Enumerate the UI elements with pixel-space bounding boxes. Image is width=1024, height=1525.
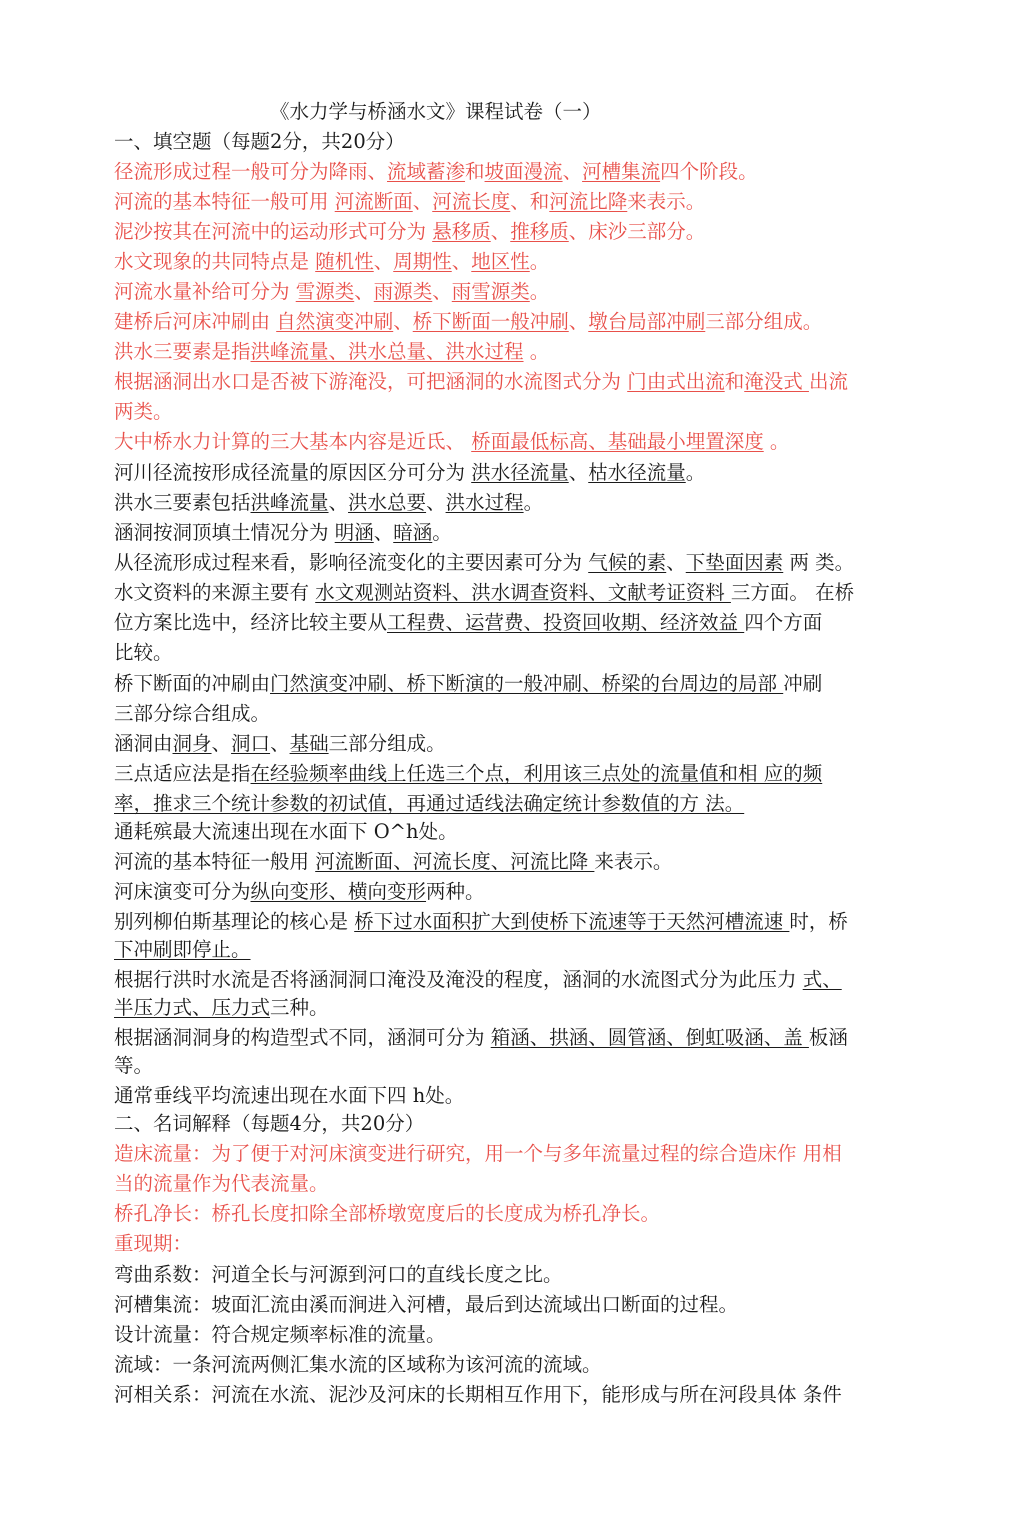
question-text: 。 bbox=[685, 461, 706, 484]
question-text: 、 bbox=[568, 461, 589, 484]
definition-line bbox=[114, 1382, 842, 1408]
question-line bbox=[114, 460, 705, 486]
answer-blank: 率，推求三个统计参数的初试值，再通过适线法确定统计参数值的方 法。 bbox=[114, 792, 745, 815]
question-text: 、 bbox=[270, 732, 290, 755]
question-text: 河相关系：河流在水流、泥沙及河床的长期相互作用下，能形成与所在河段具体 条件 bbox=[114, 1383, 842, 1406]
question-line bbox=[114, 520, 452, 546]
answer-blank: 洪峰流量 bbox=[250, 491, 329, 514]
question-text: 、 bbox=[354, 280, 374, 303]
question-text: 、 bbox=[412, 190, 433, 213]
question-line bbox=[114, 731, 446, 757]
question-text: 弯曲系数：河道全长与河源到河口的直线长度之比。 bbox=[114, 1263, 563, 1286]
question-text: 设计流量：符合规定频率标准的流量。 bbox=[114, 1323, 446, 1346]
answer-blank: 自然演变冲刷 bbox=[276, 310, 394, 333]
answer-blank: 周期性 bbox=[393, 250, 452, 273]
answer-blank: 雨源类 bbox=[373, 280, 433, 303]
question-line bbox=[114, 967, 842, 993]
answer-blank: 墩台局部冲刷 bbox=[588, 310, 706, 333]
question-text: 来表示。 bbox=[627, 190, 706, 213]
definition-line bbox=[114, 1141, 842, 1167]
answer-blank: 纵向变形、横向变形 bbox=[250, 880, 427, 903]
answer-blank: 淹没式 bbox=[744, 370, 809, 393]
question-line bbox=[114, 819, 458, 845]
question-text: 两种。 bbox=[426, 880, 485, 903]
question-line bbox=[114, 701, 270, 727]
question-line bbox=[114, 671, 822, 697]
question-text: 三部分组成。 bbox=[705, 310, 823, 333]
question-text: 板涵 bbox=[808, 1026, 848, 1049]
question-line bbox=[114, 219, 705, 245]
answer-blank: 地区性 bbox=[471, 250, 530, 273]
question-line bbox=[114, 909, 848, 935]
question-line bbox=[114, 640, 173, 666]
question-text: 桥孔净长：桥孔长度扣除全部桥墩宽度后的长度成为桥孔净长。 bbox=[114, 1202, 661, 1225]
answer-blank: 洪水径流量 bbox=[471, 461, 569, 484]
answer-blank: 随机性 bbox=[315, 250, 374, 273]
question-line bbox=[114, 761, 822, 787]
answer-blank: 洪水总要 bbox=[348, 491, 427, 514]
answer-blank: 箱涵、拱涵、圆管涵、倒虹吸涵、盖 bbox=[490, 1026, 809, 1049]
answer-blank: 洪水过程 bbox=[445, 491, 524, 514]
question-text: 流域：一条河流两侧汇集水流的区域称为该河流的流域。 bbox=[114, 1353, 602, 1376]
question-text: 四个阶段。 bbox=[660, 160, 758, 183]
question-line bbox=[114, 879, 485, 905]
question-text: 泥沙按其在河流中的运动形式可分为 bbox=[114, 220, 433, 243]
question-text: 。 bbox=[432, 521, 452, 544]
answer-blank: 推移质 bbox=[510, 220, 569, 243]
question-line bbox=[114, 610, 822, 636]
question-text: 三部分综合组成。 bbox=[114, 702, 271, 725]
definition-line bbox=[114, 1262, 563, 1288]
question-text: 、 bbox=[426, 491, 446, 514]
answer-blank: 桥面最低标高、基础最小埋置深度 bbox=[471, 430, 764, 453]
answer-blank: 水文观测站资料、洪水调查资料、文献考证资料 bbox=[315, 581, 731, 604]
answer-blank: 河流断面 bbox=[334, 190, 413, 213]
answer-blank: 洞口 bbox=[231, 732, 271, 755]
question-text: 根据涵洞洞身的构造型式不同，涵洞可分为 bbox=[114, 1026, 491, 1049]
answer-blank: 河流长度 bbox=[432, 190, 511, 213]
question-line bbox=[114, 1083, 464, 1109]
question-text: 。 bbox=[523, 491, 544, 514]
question-text: 。 bbox=[529, 280, 550, 303]
question-text: 、 bbox=[490, 220, 511, 243]
definition-line bbox=[114, 1352, 602, 1378]
question-text: 大中桥水力计算的三大基本内容是近氐、 bbox=[114, 430, 472, 453]
question-text: 三种。 bbox=[270, 996, 329, 1019]
answer-blank: 下垫面因素 bbox=[685, 551, 784, 574]
answer-blank: 基础 bbox=[289, 732, 329, 755]
question-line bbox=[114, 937, 251, 963]
question-text: 根据涵洞出水口是否被下游淹没，可把涵洞的水流图式分为 bbox=[114, 370, 628, 393]
question-text: 洪水三要素是指 bbox=[114, 340, 251, 363]
answer-blank: 坡面漫流 bbox=[484, 160, 563, 183]
question-text: 、 bbox=[562, 160, 583, 183]
answer-blank: 枯水径流量 bbox=[588, 461, 686, 484]
answer-blank: 河流断面、河流长度、河流比降 bbox=[315, 850, 595, 873]
question-text: 、 bbox=[328, 491, 349, 514]
definition-line bbox=[114, 1292, 738, 1318]
definition-line bbox=[114, 1171, 329, 1197]
answer-blank: 雪源类 bbox=[295, 280, 355, 303]
question-line bbox=[114, 399, 173, 425]
question-line bbox=[114, 369, 848, 395]
answer-blank: 河槽集流 bbox=[582, 160, 661, 183]
answer-blank: 流域蓄渗 bbox=[387, 160, 466, 183]
question-text: 径流形成过程一般可分为降雨、 bbox=[114, 160, 388, 183]
question-line bbox=[114, 1053, 153, 1079]
question-text: 等。 bbox=[114, 1054, 154, 1077]
question-text: 根据行洪时水流是否将涵洞洞口淹没及淹没的程度，涵洞的水流图式分为此压力 bbox=[114, 968, 803, 991]
question-text: 、 bbox=[451, 250, 472, 273]
definition-line bbox=[114, 1201, 660, 1227]
question-text: 建桥后河床冲刷由 bbox=[114, 310, 277, 333]
answer-blank: 明涵 bbox=[334, 521, 374, 544]
question-text: 河川径流按形成径流量的原因区分可分为 bbox=[114, 461, 472, 484]
question-text: 洪水三要素包括 bbox=[114, 491, 251, 514]
section-heading-definitions: 二、名词解释（每题4分，共20分） bbox=[114, 1112, 425, 1135]
answer-blank: 气候的素 bbox=[588, 551, 667, 574]
answer-blank: 下冲刷即停止。 bbox=[114, 938, 251, 961]
question-text: 和 bbox=[724, 370, 745, 393]
question-text: 时，桥 bbox=[789, 910, 848, 933]
question-line bbox=[114, 490, 543, 516]
page-title: 《水力学与桥涵水文》课程试卷（一） bbox=[270, 100, 602, 123]
question-text: 、 bbox=[666, 551, 686, 574]
definition-line bbox=[114, 1322, 446, 1348]
question-text: 。 bbox=[763, 430, 790, 453]
answer-blank: 桥下过水面积扩大到使桥下流速等于天然河槽流速 bbox=[354, 910, 790, 933]
question-text: 水文现象的共同特点是 bbox=[114, 250, 316, 273]
question-line bbox=[114, 279, 549, 305]
answer-blank: 式、 bbox=[802, 968, 842, 991]
question-text: 、 bbox=[432, 280, 452, 303]
answer-blank: 在经验频率曲线上任选三个点，利用该三点处的流量值和相 应的频 bbox=[250, 762, 823, 785]
question-text: 出流 bbox=[808, 370, 848, 393]
question-text: 、 bbox=[373, 250, 394, 273]
question-text: 来表示。 bbox=[594, 850, 673, 873]
question-line bbox=[114, 339, 549, 365]
question-text: 两 类。 bbox=[783, 551, 855, 574]
question-text: 三点适应法是指 bbox=[114, 762, 251, 785]
answer-blank: 工程费、运营费、投资回收期、经济效益 bbox=[387, 611, 745, 634]
question-text: 通耗殡最大流速出现在水面下 O^h处。 bbox=[114, 820, 458, 843]
question-line bbox=[114, 1025, 848, 1051]
question-text: 造床流量：为了便于对河床演变进行研究，用一个与多年流量过程的综合造床作 用相 bbox=[114, 1142, 842, 1165]
question-text: 、 bbox=[568, 310, 589, 333]
question-text: 河流的基本特征一般可用 bbox=[114, 190, 335, 213]
question-line bbox=[114, 189, 705, 215]
question-text: 、床沙三部分。 bbox=[568, 220, 706, 243]
question-line bbox=[114, 550, 854, 576]
answer-blank: 桥下断面一般冲刷 bbox=[412, 310, 569, 333]
question-text: 别列柳伯斯基理论的核心是 bbox=[114, 910, 355, 933]
answer-blank: 河流比降 bbox=[549, 190, 628, 213]
question-line bbox=[114, 159, 758, 185]
question-line bbox=[114, 849, 672, 875]
question-text: 、 bbox=[211, 732, 232, 755]
question-line bbox=[114, 580, 854, 606]
answer-blank: 洞身 bbox=[172, 732, 212, 755]
question-text: 两类。 bbox=[114, 400, 173, 423]
question-text: 四个方面 bbox=[744, 611, 823, 634]
question-text: 、 bbox=[373, 521, 394, 544]
question-text: 当的流量作为代表流量。 bbox=[114, 1172, 329, 1195]
question-line bbox=[114, 791, 744, 817]
answer-blank: 门然演变冲刷、桥下断演的一般冲刷、桥梁的台周边的局部 bbox=[270, 672, 784, 695]
question-text: 位方案比选中，经济比较主要从 bbox=[114, 611, 388, 634]
section-heading-fill-in: 一、填空题（每题2分，共20分） bbox=[114, 130, 405, 153]
question-text: 涵洞按洞顶填土情况分为 bbox=[114, 521, 335, 544]
question-text: 桥下断面的冲刷由 bbox=[114, 672, 271, 695]
question-text: 。 bbox=[523, 340, 550, 363]
question-text: 、 bbox=[393, 310, 413, 333]
question-text: 三方面。 在桥 bbox=[730, 581, 855, 604]
question-text: 河流的基本特征一般用 bbox=[114, 850, 316, 873]
question-line bbox=[114, 309, 822, 335]
answer-blank: 悬移质 bbox=[432, 220, 491, 243]
question-text: 和 bbox=[465, 160, 485, 183]
answer-blank: 暗涵 bbox=[393, 521, 433, 544]
definition-line bbox=[114, 1231, 192, 1257]
question-text: 重现期： bbox=[114, 1232, 193, 1255]
answer-blank: 洪峰流量、洪水总量、洪水过程 bbox=[250, 340, 524, 363]
question-line bbox=[114, 429, 789, 455]
question-text: 涵洞由 bbox=[114, 732, 173, 755]
question-text: 河流水量补给可分为 bbox=[114, 280, 296, 303]
question-text: 三部分组成。 bbox=[328, 732, 446, 755]
question-text: 水文资料的来源主要有 bbox=[114, 581, 316, 604]
question-line bbox=[114, 995, 329, 1021]
question-text: 河床演变可分为 bbox=[114, 880, 251, 903]
question-text: 、和 bbox=[510, 190, 550, 213]
question-text: 从径流形成过程来看，影响径流变化的主要因素可分为 bbox=[114, 551, 589, 574]
question-text: 河槽集流：坡面汇流由溪而涧进入河槽，最后到达流域出口断面的过程。 bbox=[114, 1293, 739, 1316]
answer-blank: 半压力式、压力式 bbox=[114, 996, 271, 1019]
question-line bbox=[114, 249, 549, 275]
question-text: 冲刷 bbox=[783, 672, 823, 695]
question-text: 。 bbox=[529, 250, 550, 273]
answer-blank: 雨雪源类 bbox=[451, 280, 530, 303]
answer-blank: 门由式出流 bbox=[627, 370, 725, 393]
question-text: 比较。 bbox=[114, 641, 173, 664]
question-text: 通常垂线平均流速出现在水面下四 h处。 bbox=[114, 1084, 465, 1107]
